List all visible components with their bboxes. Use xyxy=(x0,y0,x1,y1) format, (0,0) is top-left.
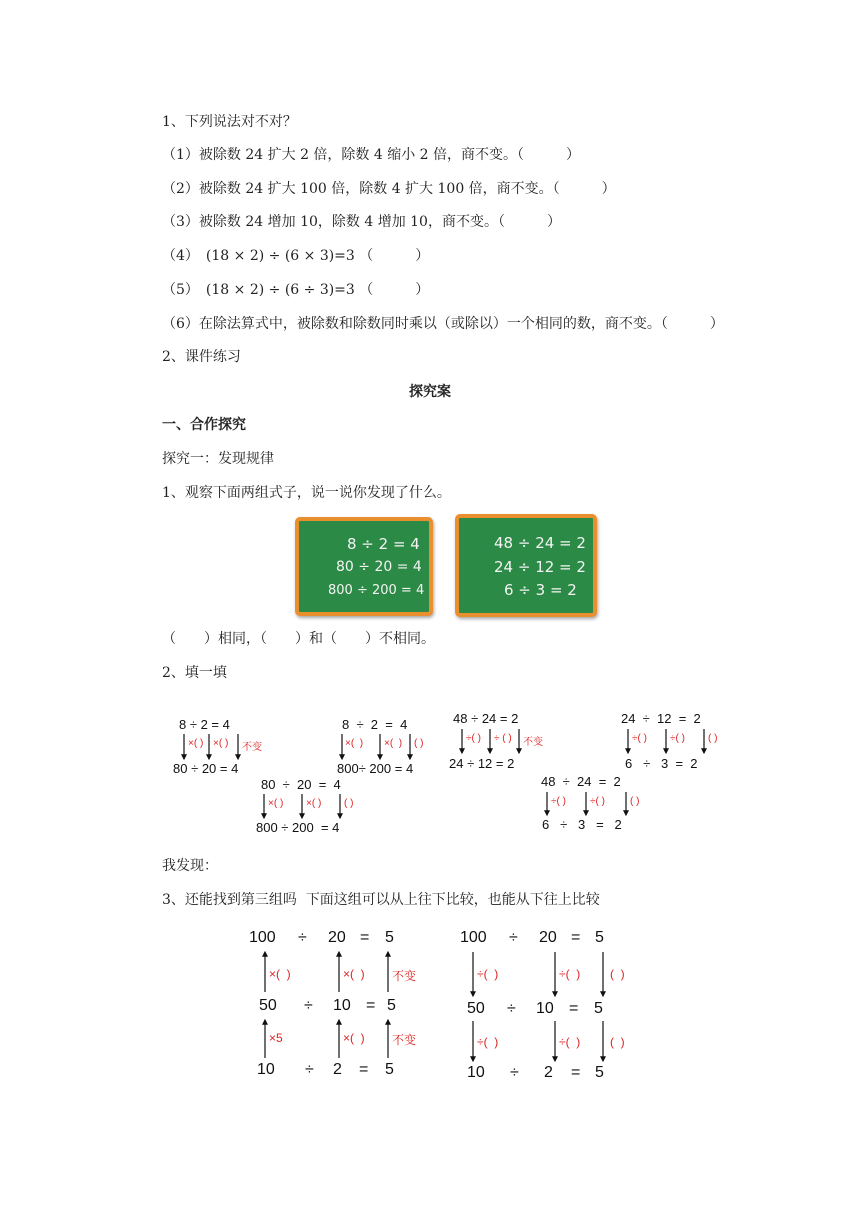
q1-item-4: （4） (18 × 2) ÷ (6 × 3)=3 （ ） xyxy=(162,248,430,264)
fill-g2-bottom: 800÷ 200 = 4 xyxy=(337,761,414,776)
fill-g3-mark-3: ( ) xyxy=(344,798,354,809)
third-right-r1-c: 5 xyxy=(595,929,604,946)
third-title: 3、还能找到第三组吗 下面这组可以从上往下比较，也能从下往上比较 xyxy=(162,892,600,908)
third-right-r2-op: ÷ xyxy=(507,1000,516,1017)
fill-g1-bottom: 80 ÷ 20 = 4 xyxy=(173,761,239,776)
third-left-r2-eq: = xyxy=(366,997,376,1014)
third-left-upper-mark-2: ×( ) xyxy=(343,967,365,981)
fill-g4-mark-3: 不变 xyxy=(523,737,543,748)
third-left-upper-mark-3: 不变 xyxy=(392,969,417,983)
third-left-r1-eq: = xyxy=(360,929,370,946)
fill-g3-mark-2: ×( ) xyxy=(306,798,322,809)
fill-g6-mark-1: ÷( ) xyxy=(632,733,647,744)
third-right-lower-mark-1: ÷( ) xyxy=(477,1035,499,1049)
fill-g2-mark-3: ( ) xyxy=(414,738,424,749)
third-right-upper-mark-1: ÷( ) xyxy=(477,967,499,981)
board-right-line-2: 24 ÷ 12 = 2 xyxy=(494,558,586,576)
fill-g4-mark-1: ÷( ) xyxy=(466,733,481,744)
third-right-r1-b: 20 xyxy=(539,929,557,946)
q1-item-5: （5） (18 × 2) ÷ (6 ÷ 3)=3 （ ） xyxy=(162,282,430,298)
fill-g5-mark-3: ( ) xyxy=(630,796,640,807)
fill-g4-top: 48 ÷ 24 = 2 xyxy=(453,711,519,726)
board-left-line-1: 8 ÷ 2 = 4 xyxy=(347,535,420,553)
fill-g4-mark-2: ÷ ( ) xyxy=(494,733,512,744)
third-left-lower-mark-2: ×( ) xyxy=(343,1031,365,1045)
fill-g3-mark-1: ×( ) xyxy=(268,798,284,809)
fill-g3-bottom: 800 ÷ 200 = 4 xyxy=(256,820,340,835)
fill-g6-mark-2: ÷( ) xyxy=(670,733,685,744)
third-left-lower-mark-3: 不变 xyxy=(392,1033,417,1047)
q1-item-3: （3）被除数 24 增加 10，除数 4 增加 10，商不变。（ ） xyxy=(162,214,561,230)
q2-title: 2、课件练习 xyxy=(162,349,241,365)
third-left-r1-a: 100 xyxy=(249,929,276,946)
third-left-r3-eq: = xyxy=(359,1061,369,1078)
fill-g1-mark-3: 不变 xyxy=(242,742,262,753)
third-right-r1-a: 100 xyxy=(460,929,487,946)
board-right-line-3: 6 ÷ 3 = 2 xyxy=(504,581,577,599)
part-one-heading: 一、合作探究 xyxy=(162,417,246,433)
fill-g6-bottom: 6 ÷ 3 = 2 xyxy=(625,756,698,771)
fill-g1-top: 8 ÷ 2 = 4 xyxy=(179,717,230,732)
board-answer-line: （ ）相同，（ ）和（ ）不相同。 xyxy=(162,631,435,647)
q1-title: 1、下列说法对不对？ xyxy=(162,114,297,130)
section-title: 探究案 xyxy=(409,384,451,400)
third-left-upper-mark-1: ×( ) xyxy=(269,967,291,981)
fill-title: 2、填一填 xyxy=(162,665,227,681)
fill-g4-bottom: 24 ÷ 12 = 2 xyxy=(449,756,515,771)
q1-item-2: （2）被除数 24 扩大 100 倍，除数 4 扩大 100 倍，商不变。（ ） xyxy=(162,181,616,197)
fill-g5-bottom: 6 ÷ 3 = 2 xyxy=(542,817,622,832)
fill-g6-top: 24 ÷ 12 = 2 xyxy=(621,711,701,726)
third-left-r1-c: 5 xyxy=(385,929,394,946)
board-right-line-1: 48 ÷ 24 = 2 xyxy=(494,534,586,552)
third-right-r2-eq: = xyxy=(569,1000,579,1017)
third-left-lower-mark-1: ×5 xyxy=(269,1031,283,1045)
fill-g1-mark-2: ×( ) xyxy=(213,738,229,749)
third-right-r2-a: 50 xyxy=(467,1000,485,1017)
third-right-r2-b: 10 xyxy=(536,1000,554,1017)
third-left-r2-c: 5 xyxy=(387,997,396,1014)
third-left-r1-op: ÷ xyxy=(298,929,307,946)
fill-g5-top: 48 ÷ 24 = 2 xyxy=(541,774,621,789)
fill-g1-mark-1: ×( ) xyxy=(188,738,204,749)
third-right-r3-c: 5 xyxy=(595,1064,604,1081)
observe-title: 1、观察下面两组式子，说一说你发现了什么。 xyxy=(162,485,451,501)
board-left-line-2: 80 ÷ 20 = 4 xyxy=(336,559,422,575)
third-right-upper-mark-3: ( ) xyxy=(610,967,625,981)
third-left-r3-b: 2 xyxy=(333,1061,342,1078)
explore-one-heading: 探究一：发现规律 xyxy=(162,451,274,467)
third-left-r2-a: 50 xyxy=(259,997,277,1014)
q1-item-1: （1）被除数 24 扩大 2 倍，除数 4 缩小 2 倍，商不变。（ ） xyxy=(162,147,581,163)
third-right-r3-a: 10 xyxy=(467,1064,485,1081)
third-right-lower-mark-2: ÷( ) xyxy=(559,1035,581,1049)
discover-label: 我发现： xyxy=(162,858,218,874)
fill-g2-mark-1: ×( ) xyxy=(345,738,364,749)
third-left-r2-op: ÷ xyxy=(304,997,313,1014)
fill-g5-mark-2: ÷( ) xyxy=(590,796,605,807)
third-right-r1-op: ÷ xyxy=(509,929,518,946)
third-right-r3-op: ÷ xyxy=(510,1064,519,1081)
fill-g3-top: 80 ÷ 20 = 4 xyxy=(261,777,341,792)
third-left-r2-b: 10 xyxy=(333,997,351,1014)
fill-g6-mark-3: ( ) xyxy=(708,733,718,744)
third-right-r1-eq: = xyxy=(571,929,581,946)
q1-item-6: （6）在除法算式中，被除数和除数同时乘以（或除以）一个相同的数，商不变。（ ） xyxy=(162,316,724,332)
fill-g2-mark-2: ×( ) xyxy=(384,738,403,749)
fill-g2-top: 8 ÷ 2 = 4 xyxy=(342,717,408,732)
third-right-lower-mark-3: ( ) xyxy=(610,1035,625,1049)
third-right-r3-eq: = xyxy=(571,1064,581,1081)
third-right-r2-c: 5 xyxy=(594,1000,603,1017)
third-left-r1-b: 20 xyxy=(328,929,346,946)
third-right-r3-b: 2 xyxy=(544,1064,553,1081)
fill-g5-mark-1: ÷( ) xyxy=(551,796,566,807)
board-left-line-3: 800 ÷ 200 = 4 xyxy=(328,583,425,598)
third-left-r3-c: 5 xyxy=(385,1061,394,1078)
third-left-r3-a: 10 xyxy=(257,1061,275,1078)
third-left-r3-op: ÷ xyxy=(305,1061,314,1078)
third-right-upper-mark-2: ÷( ) xyxy=(559,967,581,981)
